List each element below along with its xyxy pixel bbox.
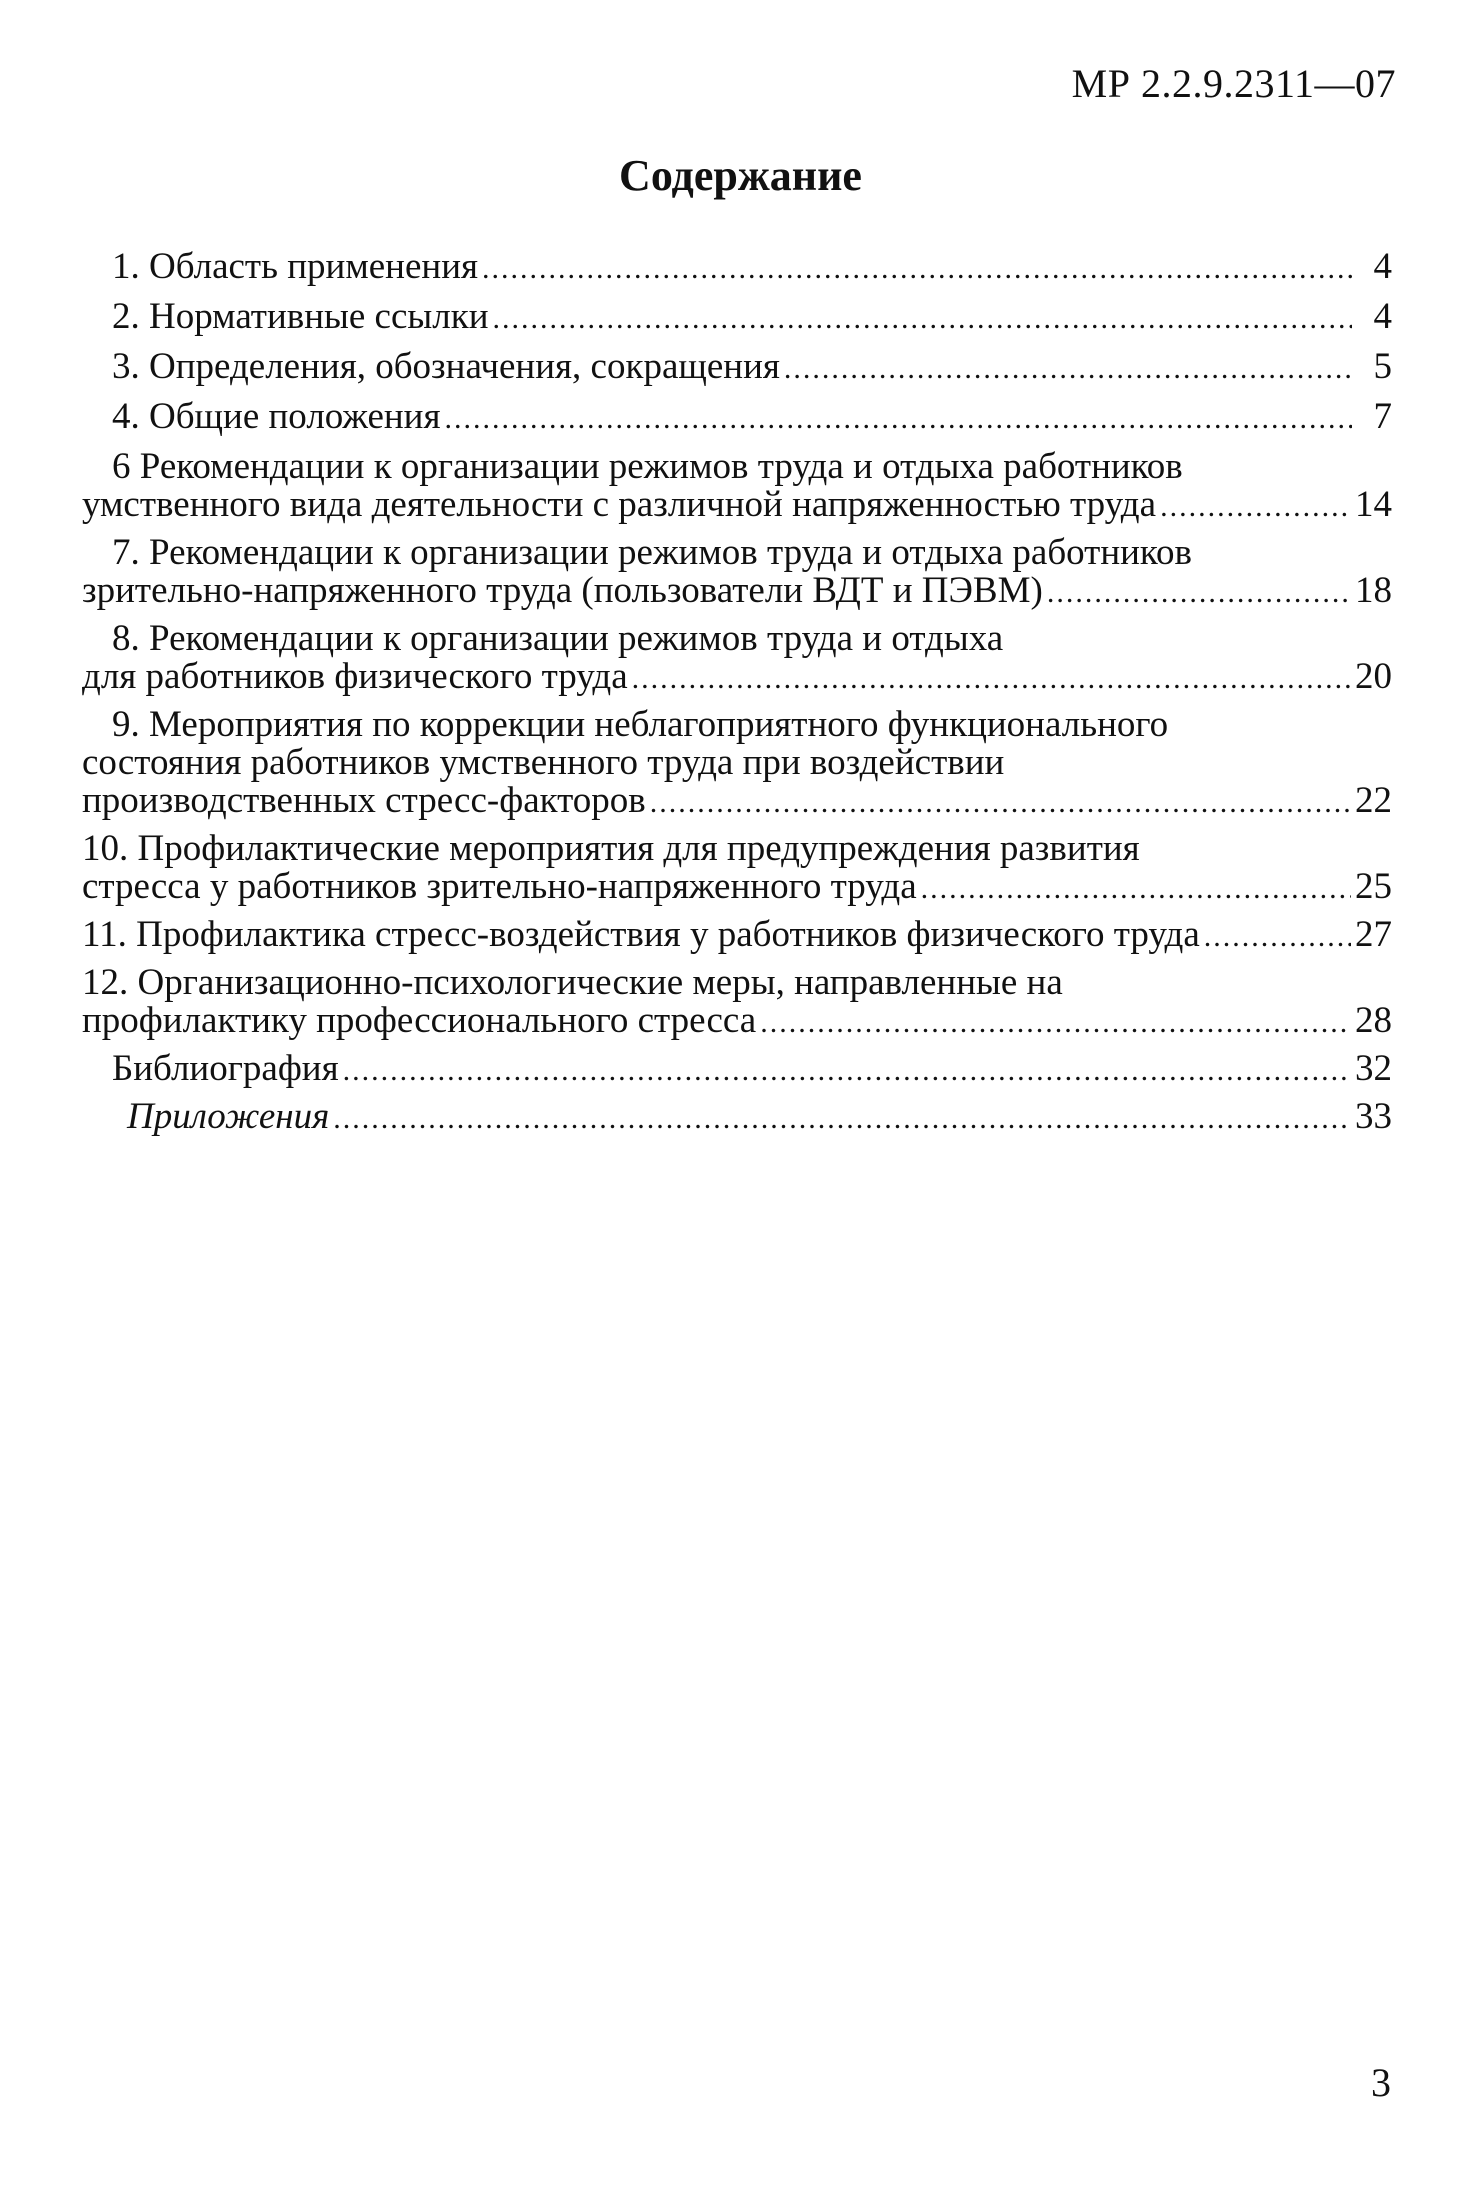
leader-dots: [632, 660, 1351, 698]
toc-entry-label: Библиография: [112, 1048, 339, 1089]
toc-entry-label: 1. Область применения: [112, 246, 479, 287]
toc-entry-label: Приложения: [127, 1096, 330, 1137]
leader-dots: [493, 300, 1352, 338]
leader-dots: [333, 1100, 1351, 1138]
toc-page-number: 25: [1355, 866, 1392, 907]
toc-entry-mental-work[interactable]: [82, 448, 1392, 526]
toc-entry-organizational-measures[interactable]: [82, 964, 1392, 1042]
toc-entry-label: профилактику профессионального стресса: [82, 1000, 757, 1041]
toc-page-number: 18: [1355, 570, 1392, 611]
toc-entry-label: 6 Рекомендации к организации режимов труда и отдыха работников: [112, 446, 1183, 487]
toc-entry-general[interactable]: [82, 398, 1392, 438]
leader-dots: [784, 350, 1352, 388]
leader-dots: [343, 1052, 1351, 1090]
leader-dots: [1047, 574, 1351, 612]
toc-entry-label: 4. Общие положения: [112, 396, 441, 437]
toc-page-number: 7: [1373, 396, 1392, 437]
toc-entry-scope[interactable]: [82, 248, 1392, 288]
toc-entry-label: 2. Нормативные ссылки: [112, 296, 489, 337]
toc-entry-visual-stress-prevention[interactable]: [82, 830, 1392, 908]
toc-entry-label: состояния работников умственного труда при воздействии: [82, 742, 1005, 783]
toc-entry-stress-correction[interactable]: [82, 706, 1392, 822]
toc-entry-label: 9. Мероприятия по коррекции неблагоприятного функционального: [112, 704, 1169, 745]
toc-entry-label: зрительно-напряженного труда (пользователи ВДТ и ПЭВМ): [82, 570, 1043, 611]
toc-page-number: 33: [1355, 1096, 1392, 1137]
toc-entry-references[interactable]: [82, 298, 1392, 338]
toc-page-number: 20: [1355, 656, 1392, 697]
toc-entry-label: для работников физического труда: [82, 656, 628, 697]
toc-entry-label: 8. Рекомендации к организации режимов труда и отдыха: [112, 618, 1004, 659]
leader-dots: [444, 400, 1352, 438]
toc-page-number: 27: [1355, 914, 1392, 955]
toc-entry-physical-work[interactable]: [82, 620, 1392, 698]
page-number: 3: [1371, 2060, 1391, 2105]
toc-page-number: 4: [1373, 296, 1392, 337]
toc-entry-label: производственных стресс-факторов: [82, 780, 646, 821]
leader-dots: [650, 784, 1351, 822]
toc-entry-label: 12. Организационно-психологические меры, направленные на: [82, 962, 1063, 1003]
document-code: МР 2.2.9.2311—07: [1071, 61, 1396, 106]
toc-entry-definitions[interactable]: [82, 348, 1392, 388]
toc-entry-physical-stress-prevention[interactable]: [82, 916, 1392, 956]
leader-dots: [1204, 918, 1351, 956]
toc-page-number: 14: [1355, 484, 1392, 525]
toc-entry-visual-work[interactable]: [82, 534, 1392, 612]
toc-entry-label: умственного вида деятельности с различной напряженностью труда: [82, 484, 1157, 525]
toc-entry-bibliography[interactable]: [82, 1050, 1392, 1090]
toc-entry-appendices[interactable]: [82, 1098, 1392, 1138]
leader-dots: [921, 870, 1351, 908]
toc-entry-label: 3. Определения, обозначения, сокращения: [112, 346, 780, 387]
page-title: Содержание: [619, 151, 862, 200]
toc-entry-label: 10. Профилактические мероприятия для предупреждения развития: [82, 828, 1140, 869]
toc-entry-label: 7. Рекомендации к организации режимов труда и отдыха работников: [112, 532, 1192, 573]
leader-dots: [1160, 488, 1351, 526]
toc-page-number: 5: [1373, 346, 1392, 387]
toc-page-number: 28: [1355, 1000, 1392, 1041]
toc-entry-label: 11. Профилактика стресс-воздействия у работников физического труда: [82, 914, 1200, 955]
leader-dots: [482, 250, 1352, 288]
table-of-contents: [82, 248, 1392, 1146]
leader-dots: [760, 1004, 1351, 1042]
toc-page-number: 32: [1355, 1048, 1392, 1089]
toc-page-number: 4: [1373, 246, 1392, 287]
toc-page-number: 22: [1355, 780, 1392, 821]
toc-entry-label: стресса у работников зрительно-напряженного труда: [82, 866, 917, 907]
